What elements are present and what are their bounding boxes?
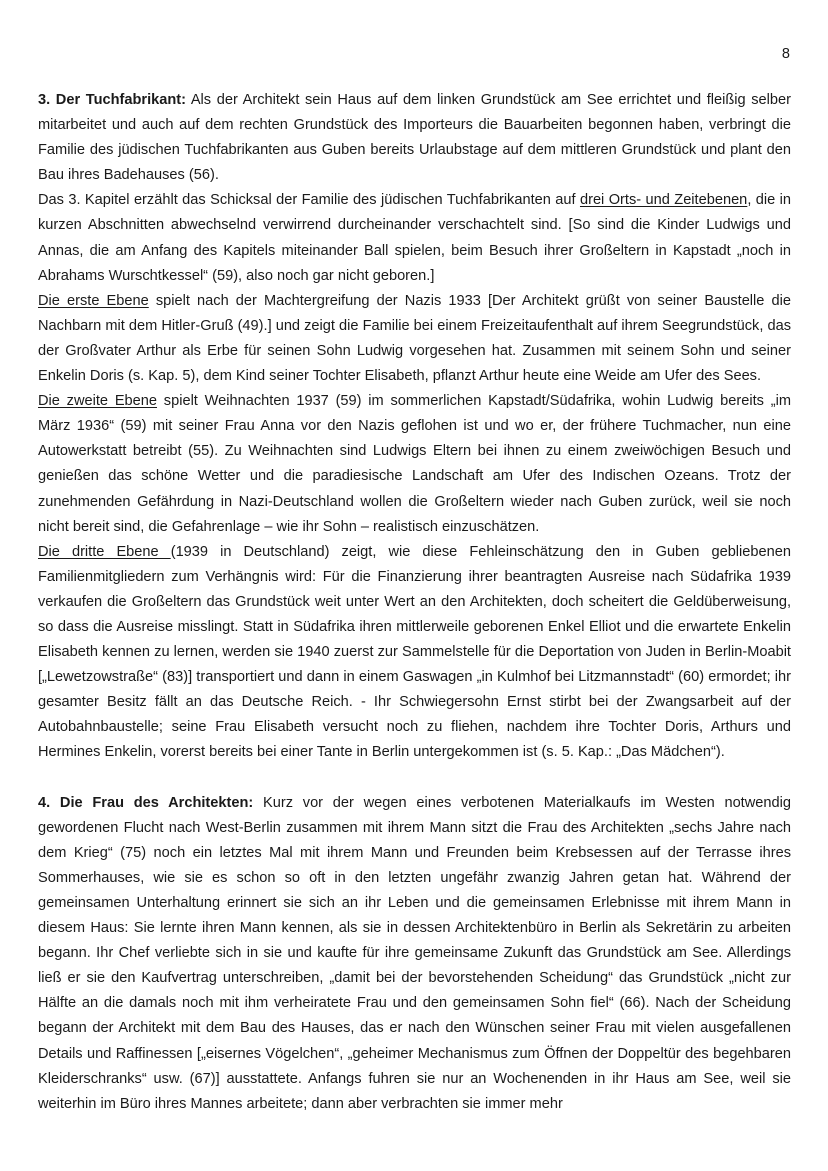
heading-section-3: 3. Der Tuchfabrikant: [38, 92, 187, 108]
paragraph-tuchfabrikant-intro [38, 88, 791, 188]
paragraph-text-before: Das 3. Kapitel erzählt das Schicksal der Familie des jüdischen Tuchfabrikanten auf [38, 192, 580, 209]
paragraph-erste-ebene [38, 289, 791, 389]
paragraph-text-after: spielt Weihnachten 1937 (59) im sommerlichen Kapstadt/Südafrika, wohin Ludwig bereits „im März 1936“ (59) mit seiner Frau Anna vor den Nazis geflohen ist und wo er, der frühere Tuchmacher, nun eine Autowerkstatt betreibt (55). Zu Weihnachten sind Ludwigs Eltern bei ihnen zu einem zweiwöchigen Besuch und genießen das schöne Wetter und die paradiesische Landschaft am Ufer des Indischen Ozeans. Trotz der zunehmenden Gefährdung in Nazi-Deutschland wollen die Großeltern wieder nach Guben zurück, weil sie noch nicht bereit sind, die Gefahrenlage – wie ihr Sohn – realistisch einzuschätzen. [38, 393, 791, 535]
paragraph-text-after: (1939 in Deutschland) zeigt, wie diese Fehleinschätzung den in Guben gebliebenen Familienmitgliedern zum Verhängnis wird: Für die Finanzierung ihrer beantragten Ausreise nach Südafrika 1939 verkaufen die Großeltern das Grundstück weit unter Wert an den Architekten, doch scheitert die Geldüberweisung, so dass die Ausreise misslingt. Statt in Südafrika ihren mittlerweile geborenen Enkel Elliot und die erwartete Enkelin Elisabeth kennen zu lernen, werden sie 1940 zuerst zur Sammelstelle für die Deportation von Juden in Berlin-Moabit [„Lewetzowstraße“ (83)] transportiert und dann in einem Gaswagen „in Kulmhof bei Litzmannstadt“ (60) ermordet; ihr gesamter Besitz fällt an das Deutsche Reich. - Ihr Schwiegersohn Ernst stirbt bei der Zwangsarbeit auf der Autobahnbaustelle; seine Frau Elisabeth versucht noch zu fliehen, nachdem ihre Tochter Doris, Arthurs und Hermines Enkelin, vorerst bereits bei einer Tante in Berlin untergekommen ist (s. 5. Kap.: „Das Mädchen“). [38, 543, 791, 761]
underlined-phrase-die-zweite-ebene: Die zweite Ebene [38, 393, 158, 410]
underlined-phrase-die-erste-ebene: Die erste Ebene [38, 292, 149, 309]
paragraph-zweite-ebene [38, 389, 791, 540]
paragraph-frau-des-architekten [38, 791, 791, 1117]
page-number: 8 [781, 46, 790, 62]
paragraph-text-after: spielt nach der Machtergreifung der Nazis 1933 [Der Architekt grüßt von seiner Baustelle die Nachbarn mit dem Hitler-Gruß (49).] und zeigt die Familie bei einem Freizeitaufenthalt auf ihrem Seegrundstück, das der Großvater Arthur als Erbe für seinen Sohn Ludwig vorgesehen hat. Zusammen mit seinem Sohn und seiner Enkelin Doris (s. Kap. 5), dem Kind seiner Tochter Elisabeth, pflanzt Arthur heute eine Weide am Ufer des Sees. [38, 292, 791, 385]
paragraph-text: Als der Architekt sein Haus auf dem linken Grundstück am See errichtet und fleißig selber mitarbeitet und auch auf dem rechten Grundstück des Importeurs die Bauarbeiten begonnen haben, verbringt die Familie des jüdischen Tuchfabrikanten aus Guben bereits Urlaubstage auf dem mittleren Grundstück und plant den Bau ihres Badehauses (56). [38, 92, 791, 184]
document-body [38, 88, 791, 1117]
heading-section-4: 4. Die Frau des Architekten: [38, 794, 254, 811]
paragraph-text-after: , die in kurzen Abschnitten abwechselnd verwirrend durcheinander verschachtelt sind. [So sind die Kinder Ludwigs und Annas, die am Anfang des Kapitels miteinander Ball spielen, beim Besuch ihrer Großeltern in Kapstadt „noch in Abrahams Wurschtkessel“ (59), also noch gar nicht geboren.] [38, 192, 792, 284]
underlined-phrase-drei-orts-und-zeitebenen: drei Orts- und Zeitebenen [579, 192, 748, 209]
underlined-phrase-die-dritte-ebene: Die dritte Ebene [38, 543, 171, 560]
paragraph-drei-ebenen [38, 188, 791, 288]
paragraph-text: Kurz vor der wegen eines verbotenen Materialkaufs im Westen notwendig gewordenen Flucht nach West-Berlin zusammen mit ihrem Mann sitzt die Frau des Architekten „sechs Jahre nach dem Krieg“ (75) noch ein letztes Mal mit ihrem Mann und Freunden beim Krebsessen auf der Terrasse ihres Sommerhauses, wie sie es schon so oft in den letzten ungefähr zwanzig Jahren getan hat. Während der gemeinsamen Unterhaltung erinnert sie sich an ihr Leben und die gemeinsamen Erlebnisse mit ihrem Mann in diesem Haus: Sie lernte ihren Mann kennen, als sie in dessen Architektenbüro in Berlin als Sekretärin zu arbeiten begann. Ihr Chef verliebte sich in sie und kaufte für ihre gemeinsame Zukunft das Grundstück am See. Allerdings ließ er sie den Kaufvertrag unterschreiben, „damit bei der bevorstehenden Scheidung“ das Grundstück „nicht zur Hälfte an die damals noch mit ihm verheiratete Frau und den gemeinsamen Sohn fiel“ (66). Nach der Scheidung begann der Architekt mit dem Bau des Hauses, das er nach den Wünschen seiner Frau mit vielen ausgefallenen Details und Raffinessen [„eisernes Vögelchen“, „geheimer Mechanismus zum Öffnen der Doppeltür des begehbaren Kleiderschranks“ usw. (67)] ausstattete. Anfangs fuhren sie nur an Wochenenden in ihr Haus am See, weil sie weiterhin im Büro ihres Mannes arbeitete; dann aber verbrachten sie immer mehr [38, 794, 791, 1112]
paragraph-dritte-ebene [38, 540, 791, 766]
